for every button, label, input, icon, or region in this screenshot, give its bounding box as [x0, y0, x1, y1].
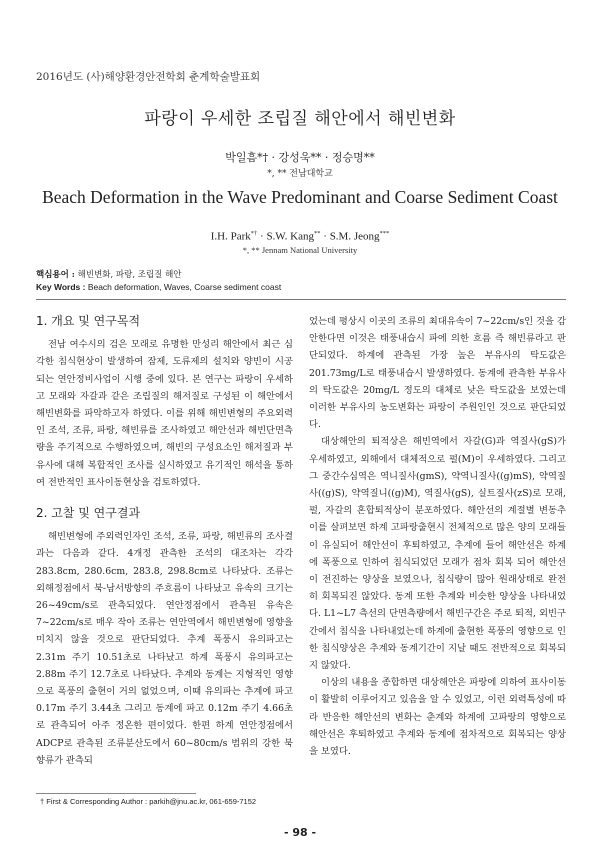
- footnote-divider: [36, 793, 196, 794]
- author-1: I.H. Park: [210, 230, 251, 243]
- english-authors: [0, 230, 600, 243]
- keywords-korean: [36, 268, 182, 280]
- section-heading: 2. 고찰 및 연구결과: [36, 506, 141, 521]
- section-1-paragraph: 전남 여수시의 검은 모래로 유명한 만성리 해안에서 최근 심각한 침식현상이 발생하여 잠제, 도류제의 설치와 양빈이 시공되는 연안정비사업이 시행 중에 있다. 본 연구는 파랑이 우세하고 모래와 자갈과 같은 조립질의 해저질로 구성된 이 해안에서 해빈변화를 파악하고자 하였다. 이를 위해 해빈변형의 주요외력인 조석, 조류, 파랑, 해빈류를 조사하였고 해안선과 해빈단면측량을 주기적으로 수행하였으며, 해빈의 구성요소인 해저질과 부유사에 대해 복합적인 조사를 실시하였고 유기적인 해석을 통하여 전반적인 표사이동현상을 검토하였다.: [36, 339, 293, 488]
- korean-authors: 박일흠*† · 강성욱** · 정승명**: [225, 151, 375, 164]
- keywords-english-text: Beach deformation, Waves, Coarse sediment coast: [87, 282, 282, 292]
- author-separator: ·: [320, 230, 330, 243]
- author-1-mark: *†: [250, 230, 258, 237]
- author-3-mark: ***: [379, 230, 390, 237]
- keywords-korean-text: 해빈변화, 파랑, 조립질 해안: [77, 270, 182, 280]
- section-2-paragraph-3: 이상의 내용을 종합하면 대상해안은 파랑에 의하여 표사이동이 활발히 이루어지고 있음을 알 수 있었고, 이런 외력특성에 따라 반응한 해안선의 변화는 춘계와 하계에 고파랑의 영향으로 해안선은 후퇴하였고 추계와 동계에 점차적으로 회복되는 양상을 보였다.: [309, 677, 566, 758]
- section-heading: 1. 개요 및 연구목적: [36, 314, 141, 328]
- right-column: [309, 313, 566, 760]
- left-column: [36, 313, 293, 769]
- author-2: S.W. Kang: [266, 230, 315, 243]
- section-2-paragraph-1: 해빈변형에 주외력인자인 조석, 조류, 파랑, 해빈류의 조사결과는 다음과 같다. 4개정 관측한 조석의 대조차는 각각 283.8cm, 280.6cm, 283.8, 298.8cm로 나타났다. 조류는 외해정점에서 북-남서방향의 주흐름이 나타났고 유속의 크기는 26~49cm/s로 관측되었다. 연안정점에서 관측된 유속은 7~22cm/s로 매우 작아 조류는 연안역에서 해빈변형에 영향을 미치지 않을 것으로 판단되었다. 추계 폭풍시 유의파고는 2.31m 주기 10.51초로 나타났고 하계 폭풍시 유의파고는 2.88m 주기 12.7초로 나타났다. 추계와 동계는 지형적인 영향으로 폭풍의 출현이 거의 없었으며, 이때 유의파는 추계에 파고 0.17m 주기 3.44초 그리고 동계에 파고 0.12m 주기 4.66초로 관측되어 아주 정온한 편이었다. 한편 하계 연안정점에서 ADCP로 관측된 조류분산도에서 60~80cm/s 범위의 강한 북향류가 관측되: [36, 531, 293, 766]
- conference-header: 2016년도 (사)해양환경안전학회 춘계학술발표회: [36, 71, 261, 83]
- author-2-mark: **: [314, 230, 321, 237]
- footnote: † First & Corresponding Author : parkih@jnu.ac.kr, 061-659-7152: [40, 797, 257, 806]
- header-divider: [36, 299, 566, 300]
- author-separator: ·: [257, 230, 267, 243]
- korean-title: 파랑이 우세한 조립질 해안에서 해빈변화: [144, 109, 456, 129]
- korean-affiliation: *, ** 전남대학교: [267, 169, 333, 179]
- section-2-paragraph-2: 대상해안의 퇴적상은 해빈역에서 자갈(G)과 역질사(gS)가 우세하였고, 외해에서 대체적으로 펄(M)이 우세하였다. 그리고 그 중간수심역은 역니질사(gmS), 약역니질사((g)mS), 약역질사((g)S), 약역질니((g)M), 역질사(gS), 실트질사(zS)로 모래, 펄, 자갈의 혼합퇴적상이 분포하였다. 해안선의 계절별 변동추이를 살펴보면 하계 고파랑출현시 전체적으로 많은 양의 모래들이 유실되어 해안선이 후퇴하였고, 추계에 들어 해안선은 하계에 폭풍으로 인하여 침식되었던 모래가 점차 회복 되어 해안선이 전진하는 양상을 보였으나, 침식량이 많아 원래상태로 완전히 회복되진 않았다. 동계 또한 추계와 비슷한 양상을 나타내었다. L1~L7 측선의 단면측량에서 해빈구간은 주로 퇴적, 외빈구간에서 침식을 나타내었는데 하계에 출현한 폭풍의 영향으로 인한 침식양상은 추계와 동계기간이 지날 때도 전반적으로 회복되지 않았다.: [309, 436, 566, 672]
- english-affiliation: *, ** Jennam National University: [242, 245, 358, 255]
- page-number: - 98 -: [283, 826, 317, 839]
- section-2-paragraph-1-continued: 었는데 평상시 이곳의 조류의 최대유속이 7~22cm/s인 것을 감안한다면 이것은 태풍내습시 파에 의한 흐름 즉 해빈류라고 판단되었다. 하계에 관측된 가장 높은 부유사의 탁도값은 201.73mg/L로 태풍내습시 발생하였다. 동계에 관측한 부유사의 탁도값은 20mg/L 정도의 대체로 낮은 탁도값을 보였는데 이러한 부유사의 농도변화는 파랑이 주원인인 것으로 판단되었다.: [309, 316, 566, 431]
- english-title: Beach Deformation in the Wave Predominant and Coarse Sediment Coast: [42, 187, 558, 207]
- keywords-english: [36, 282, 281, 292]
- author-3: S.M. Jeong: [329, 230, 380, 243]
- keywords-english-label: Key Words :: [36, 282, 86, 292]
- keywords-korean-label: 핵심용어 :: [36, 270, 75, 280]
